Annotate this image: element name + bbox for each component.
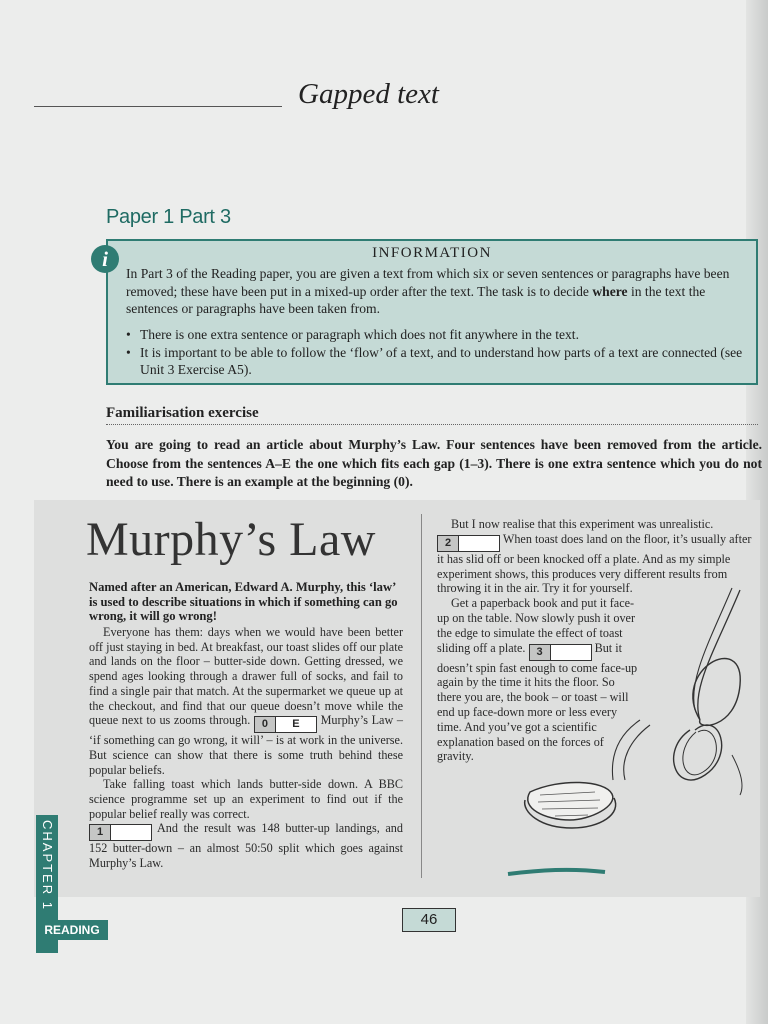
p1-text: Everyone has them: days when we would have been better off just staying in bed. At breakfast, our toast slides off our plate and lands on the floor – butter-side down. Getting dressed, we spend ages looking through a drawer full of socks, and fail to find a single pair that match. At the supermarket we queue up at the checkout, and find that our queue doesn’t move while the queue next to us zooms through. <box>89 625 403 728</box>
gap-number: 2 <box>438 536 459 551</box>
info-text-bold: where <box>592 283 628 299</box>
chapter-label: CHAPTER 1 <box>40 820 55 911</box>
gap-1[interactable] <box>89 824 152 841</box>
r2-text-after: But it doesn’t spin fast enough to come face-up again by the time it hits the floor. So there you are, the book – or toast – will end up face-down more or less every time. And you’ve got a scientific explanation based on the forces of gravity. <box>437 640 638 764</box>
column-divider <box>421 514 422 878</box>
header-rule <box>34 106 282 107</box>
page-number: 46 <box>402 908 456 932</box>
info-bullet: • There is one extra sentence or paragraph which does not fit anywhere in the text. <box>126 326 750 344</box>
r1-text-after: When toast does land on the floor, it’s usually after it has slid off or been knocked off a plate. And as my simple experiment shows, this produces very different results from throwing it in the air. Try it for yourself. <box>437 531 752 596</box>
info-bullet: • It is important to be able to follow the ‘flow’ of a text, and to understand how parts of a text are connected (see Unit 3 Exercise A5). <box>126 344 750 379</box>
article-paragraph <box>89 625 403 777</box>
article-left-column <box>89 625 403 871</box>
information-paragraph <box>126 265 750 318</box>
falling-toast-illustration <box>500 580 760 890</box>
p3-text-after: And the result was 148 butter-up landings, and 152 butter-down – an almost 50:50 split which goes against Murphy’s Law. <box>89 821 403 871</box>
section-label-reading: READING <box>36 920 108 940</box>
exercise-instructions: You are going to read an article about Murphy’s Law. Four sentences have been removed from the article. Choose from the sentences A–E the one which fits each gap (1–3). There is one extra sentence which you do not need to use. There is an example at the beginning (0). <box>106 437 762 489</box>
gap-number: 0 <box>255 717 276 732</box>
information-heading: INFORMATION <box>372 245 492 261</box>
exercise-title: Familiarisation exercise <box>106 405 259 421</box>
article-lead: Named after an American, Edward A. Murphy, this ‘law’ is used to describe situations in which if something can go wrong, it will go wrong! <box>89 580 398 623</box>
gap-number: 3 <box>530 645 551 660</box>
gap-0-example <box>254 716 317 733</box>
section-title: Paper 1 Part 3 <box>106 206 231 228</box>
info-icon: i <box>91 245 119 273</box>
dotted-divider <box>106 424 758 425</box>
gap-answer: E <box>292 718 300 731</box>
info-text-end: in the text the sentences or paragraphs have been taken from. <box>126 283 706 316</box>
info-text-start: In Part 3 of the Reading paper, you are given a text from which six or seven sentences or paragraphs have been removed; these have been put in a mixed-up order after the text. The task is to decide <box>126 266 730 299</box>
article-paragraph: Take falling toast which lands butter-side down. A BBC science programme set up an experiment to find out if the popular belief really was correct. <box>89 777 403 821</box>
article-title: Murphy’s Law <box>86 513 376 566</box>
information-bullets <box>126 326 750 379</box>
page-header-title: Gapped text <box>298 78 439 110</box>
r2-text: Get a paperback book and put it face-up on the table. Now slowly push it over the edge to simulate the effect of toast sliding off a plate. <box>437 596 636 655</box>
gap-2[interactable] <box>437 535 500 552</box>
gap-number: 1 <box>90 825 111 840</box>
r1-text: But I now realise that this experiment was unrealistic. <box>451 517 714 531</box>
p1-text-after: Murphy’s Law – ‘if something can go wrong, it will’ – is at work in the universe. But science can show that there is some truth behind these popular beliefs. <box>89 713 403 777</box>
article-paragraph <box>89 821 403 870</box>
